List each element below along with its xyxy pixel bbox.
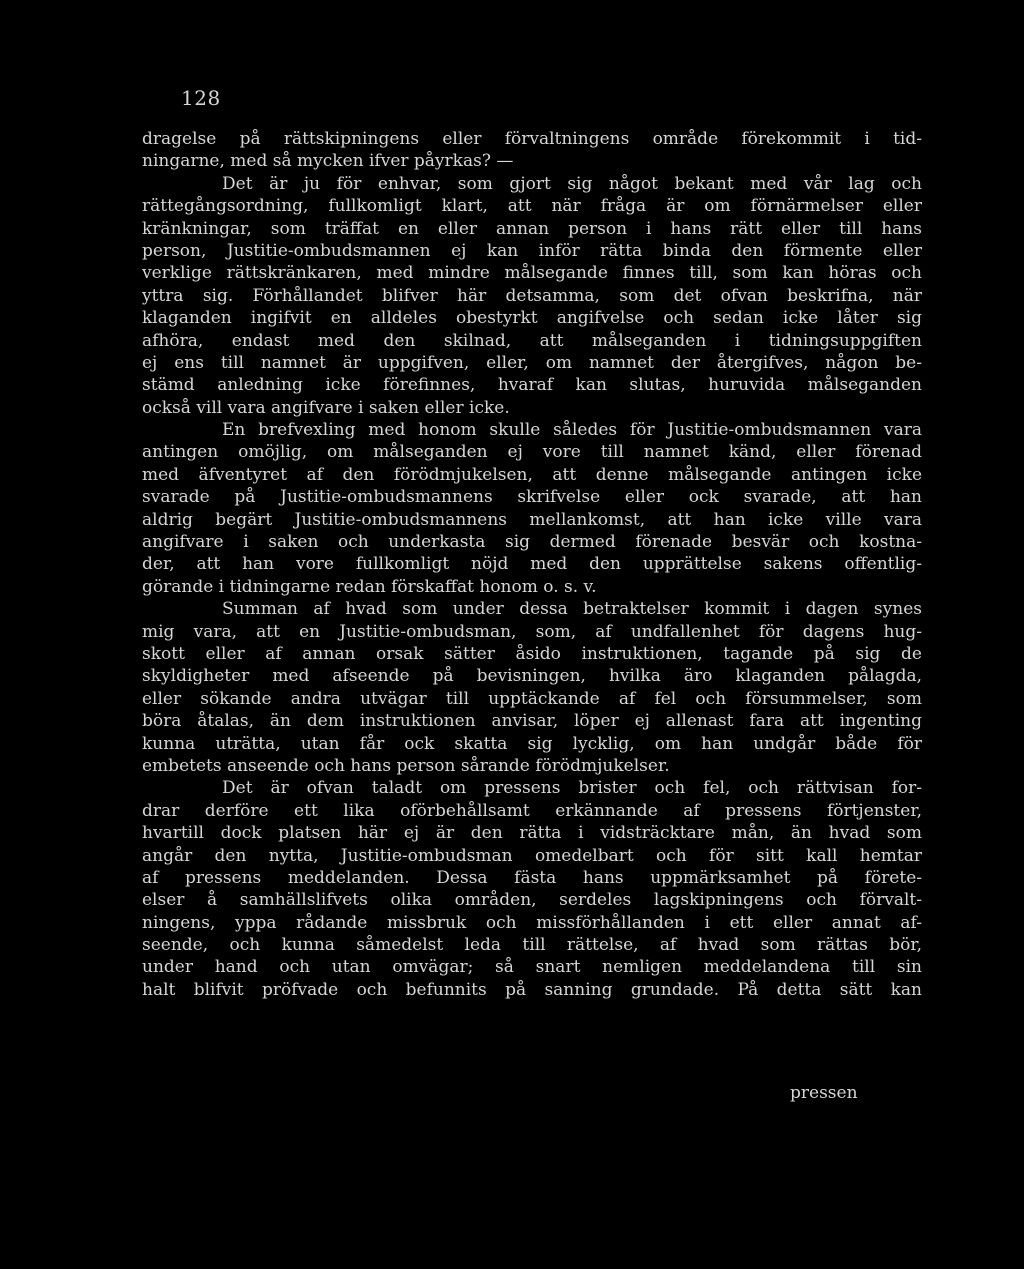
text-line: klaganden ingifvit en alldeles obestyrkt angifvelse och sedan icke låter sig	[142, 308, 922, 329]
text-line: ej ens till namnet är uppgifven, eller, om namnet der återgifves, någon be-	[142, 352, 922, 373]
text-line: aldrig begärt Justitie-ombudsmannens mellankomst, att han icke ville vara	[142, 509, 922, 530]
text-line: stämd anledning icke förefinnes, hvaraf kan slutas, huruvida målseganden	[142, 375, 922, 396]
text-line: skyldigheter med afseende på bevisningen, hvilka äro klaganden pålagda,	[142, 666, 922, 687]
text-line: Det är ofvan taladt om pressens brister och fel, och rättvisan for-	[222, 778, 922, 799]
text-line: med äfventyret af den förödmjukelsen, att denne målsegande antingen icke	[142, 464, 922, 485]
text-line: af pressens meddelanden. Dessa fästa hans uppmärksamhet på förete-	[142, 867, 922, 888]
text-line: antingen omöjlig, om målseganden ej vore till namnet känd, eller förenad	[142, 442, 922, 463]
body-text	[142, 128, 922, 1001]
page-number: 128	[181, 86, 221, 110]
text-line: dragelse på rättskipningens eller förvaltningens område förekommit i tid-	[142, 129, 922, 149]
text-line: person, Justitie-ombudsmannen ej kan inför rätta binda den förmente eller	[142, 240, 922, 261]
text-line: angår den nytta, Justitie-ombudsman omedelbart och för sitt kall hemtar	[142, 845, 922, 866]
text-line: halt blifvit pröfvade och befunnits på sanning grundade. På detta sätt kan	[142, 979, 922, 1000]
text-line: också vill vara angifvare i saken eller icke.	[142, 397, 510, 418]
text-line: Det är ju för enhvar, som gjort sig något bekant med vår lag och	[222, 173, 922, 194]
text-line: hvartill dock platsen här ej är den rätta i vidsträcktare mån, än hvad som	[142, 823, 922, 844]
text-line: görande i tidningarne redan förskaffat honom o. s. v.	[142, 576, 597, 597]
catchword: pressen	[790, 1083, 858, 1103]
text-line: ningarne, med så mycken ifver påyrkas? —	[142, 151, 514, 172]
text-line: seende, och kunna såmedelst leda till rättelse, af hvad som rättas bör,	[142, 935, 922, 956]
text-line: angifvare i saken och underkasta sig dermed förenade besvär och kostna-	[142, 532, 922, 553]
text-line: embetets anseende och hans person sårande förödmjukelser.	[142, 755, 670, 776]
text-line: böra åtalas, än dem instruktionen anvisar, löper ej allenast fara att ingenting	[142, 711, 922, 732]
text-line: kränkningar, som träffat en eller annan person i hans rätt eller till hans	[142, 218, 922, 239]
text-line: En brefvexling med honom skulle således för Justitie-ombudsmannen vara	[222, 420, 922, 441]
text-line: kunna uträtta, utan får ock skatta sig lycklig, om han undgår både för	[142, 733, 922, 754]
text-line: rättegångsordning, fullkomligt klart, att när fråga är om förnärmelser eller	[142, 196, 922, 217]
text-line: under hand och utan omvägar; så snart nemligen meddelandena till sin	[142, 957, 922, 978]
text-line: svarade på Justitie-ombudsmannens skrifvelse eller ock svarade, att han	[142, 487, 922, 508]
text-line: eller sökande andra utvägar till upptäckande af fel och försummelser, som	[142, 688, 922, 709]
text-line: ningens, yppa rådande missbruk och missförhållanden i ett eller annat af-	[142, 912, 922, 933]
text-line: mig vara, att en Justitie-ombudsman, som, af undfallenhet för dagens hug-	[142, 621, 922, 642]
text-line: der, att han vore fullkomligt nöjd med den upprättelse sakens offentlig-	[142, 554, 922, 575]
text-line: drar derföre ett lika oförbehållsamt erkännande af pressens förtjenster,	[142, 800, 922, 821]
text-line: skott eller af annan orsak sätter åsido instruktionen, tagande på sig de	[142, 643, 922, 664]
text-line: yttra sig. Förhållandet blifver här detsamma, som det ofvan beskrifna, när	[142, 285, 922, 306]
text-line: elser å samhällslifvets olika områden, serdeles lagskipningens och förvalt-	[142, 890, 922, 911]
text-line: Summan af hvad som under dessa betraktelser kommit i dagen synes	[222, 599, 922, 620]
text-line: verklige rättskränkaren, med mindre målsegande finnes till, som kan höras och	[142, 263, 922, 284]
text-line: afhöra, endast med den skilnad, att målseganden i tidningsuppgiften	[142, 330, 922, 351]
